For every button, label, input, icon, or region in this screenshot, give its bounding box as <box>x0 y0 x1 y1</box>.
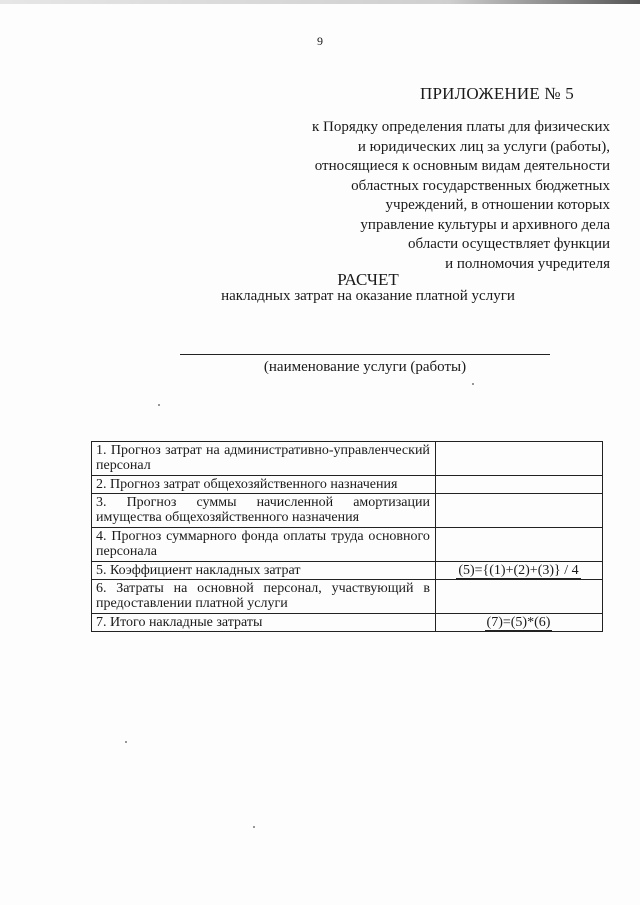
row-value-cell <box>435 562 602 580</box>
row-label: 2. Прогноз затрат общехозяйственного назначения <box>92 476 436 494</box>
row-formula: (7)=(5)*(6) <box>486 615 551 630</box>
service-name-underline <box>180 354 550 355</box>
row-label: 5. Коэффициент накладных затрат <box>92 562 436 580</box>
scan-speck <box>158 404 160 406</box>
overhead-calculation-table <box>91 441 603 632</box>
appendix-line: управление культуры и архивного дела <box>360 216 610 233</box>
appendix-text <box>270 118 610 274</box>
row-label: 6. Затраты на основной персонал, участвующий в предоставлении платной услуги <box>92 580 436 614</box>
scan-speck <box>125 741 127 743</box>
table-row <box>92 580 603 614</box>
scan-top-edge <box>0 0 640 4</box>
table-row <box>92 442 603 476</box>
row-value-cell <box>435 528 602 562</box>
appendix-line: к Порядку определения платы для физических <box>311 119 610 135</box>
appendix-line: учреждений, в отношении которых <box>385 197 610 213</box>
table-row <box>92 562 603 580</box>
table-row <box>92 494 603 528</box>
document-title: РАСЧЕТ <box>337 270 399 289</box>
row-formula: (5)={(1)+(2)+(3)} / 4 <box>458 563 579 578</box>
row-label: 7. Итого накладные затраты <box>92 614 436 632</box>
row-value-cell <box>435 476 602 494</box>
row-label: 1. Прогноз затрат на административно-управленческий персонал <box>92 442 436 476</box>
table-row <box>92 614 603 632</box>
appendix-line: и юридических лиц за услуги (работы), <box>357 138 610 155</box>
appendix-line: области осуществляет функции <box>408 236 610 252</box>
row-label: 3. Прогноз суммы начисленной амортизации имущества общехозяйственного назначения <box>92 494 436 528</box>
service-name-caption: (наименование услуги (работы) <box>263 359 467 375</box>
scan-speck <box>472 383 474 385</box>
appendix-line: областных государственных бюджетных <box>351 177 610 194</box>
table-row <box>92 476 603 494</box>
row-value-cell <box>435 442 602 476</box>
row-value-cell <box>435 494 602 528</box>
row-value-cell <box>435 580 602 614</box>
scan-speck <box>253 826 255 828</box>
document-subtitle: накладных затрат на оказание платной услуги <box>221 288 515 304</box>
row-label: 4. Прогноз суммарного фонда оплаты труда основного персонала <box>92 528 436 562</box>
appendix-line: относящиеся к основным видам деятельности <box>314 158 610 174</box>
page-number: 9 <box>317 34 323 48</box>
appendix-line: и полномочия учредителя <box>445 255 610 272</box>
row-value-cell <box>435 614 602 632</box>
table-row <box>92 528 603 562</box>
appendix-title: ПРИЛОЖЕНИЕ № 5 <box>420 84 574 103</box>
